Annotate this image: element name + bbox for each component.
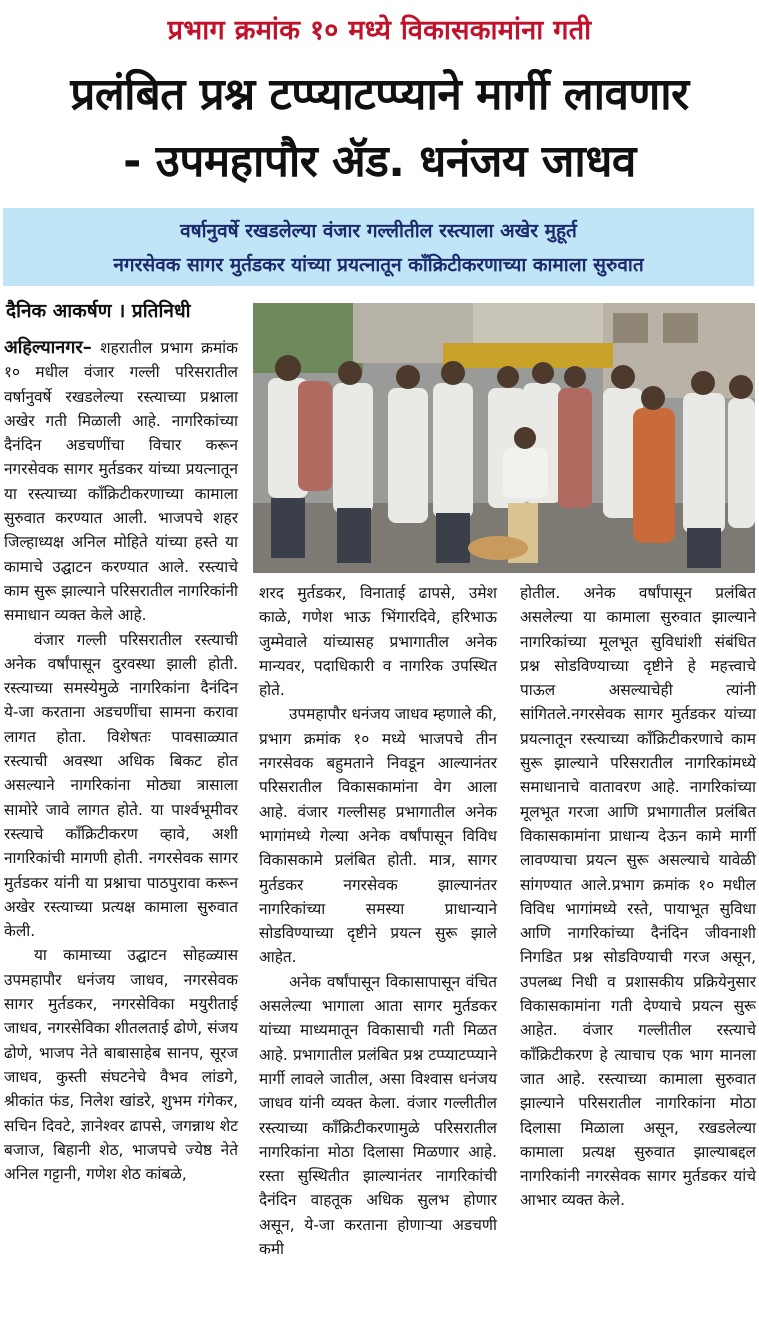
article-column-2: [259, 581, 497, 1261]
subheadline-line-1: वर्षानुवर्षे रखडलेल्या वंजार गल्लीतील रस्त्याला अखेर मुहूर्त: [180, 220, 577, 242]
paragraph-1: शहरातील प्रभाग क्रमांक १० मधील वंजार गल्ली परिसरातील वर्षानुवर्षे रखडलेल्या रस्त्याच्या प्रश्नाला अखेर गती मिळाली आहे. नागरिकांच्या दैनंदिन अडचणींचा विचार करून नगरसेवक सागर मुर्तडकर यांच्या प्रयत्नातून या रस्त्याच्या काँक्रिटीकरणाच्या कामाला सुरुवात करण्यात आली. भाजपचे शहर जिल्हाध्यक्ष अनिल मोहिते यांच्या हस्ते या कामाचे उद्घाटन करण्यात आले. रस्त्याचे काम सुरू झाल्याने परिसरातील नागरिकांनी समाधान व्यक्त केले आहे.: [4, 339, 238, 625]
kicker: प्रभाग क्रमांक १० मध्ये विकासकामांना गती: [167, 15, 592, 46]
paragraph-3: या कामाच्या उद्घाटन सोहळ्यास उपमहापौर धनंजय जाधव, नगरसेवक सागर मुर्तडकर, नगरसेविका मयुरीताई जाधव, नगरसेविका शीतलताई ढोणे, संजय ढोणे, भाजप नेते बाबासाहेब सानप, सूरज जाधव, कुस्ती संघटनेचे वैभव लांडगे, श्रीकांत फंड, निलेश खांडरे, शुभम गंगेकर, सचिन दिवटे, ज्ञानेश्वर ढापसे, जगन्नाथ शेट बजाज, बिहानी शेठ, भाजपचे ज्येष्ठ नेते अनिल गट्टानी, गणेश शेठ कांबळे,: [4, 946, 238, 1184]
subheadline-line-2: नगरसेवक सागर मुर्तडकर यांच्या प्रयत्नातून काँक्रिटीकरणाच्या कामाला सुरुवात: [113, 254, 644, 276]
paragraph-6: अनेक वर्षांपासून विकासापासून वंचित असलेल्या भागाला आता सागर मुर्तडकर यांच्या माध्यमातून विकासाची गती मिळत आहे. प्रभागातील प्रलंबित प्रश्न टप्प्याटप्प्याने मार्गी लावले जातील, असा विश्वास धनंजय जाधव यांनी व्यक्त केला. वंजार गल्लीतील रस्त्याच्या काँक्रिटीकरणामुळे परिसरातील नागरिकांना मोठा दिलासा मिळणार आहे. रस्ता सुस्थितीत झाल्यानंतर नागरिकांची दैनंदिन वाहतूक अधिक सुलभ होणार असून, ये-जा करताना होणाऱ्या अडचणी कमी: [259, 972, 497, 1259]
news-photo: [253, 303, 755, 573]
paragraph-2: वंजार गल्ली परिसरातील रस्त्याची अनेक वर्षांपासून दुरवस्था झाली होती. रस्त्याच्या समस्येमुळे नागरिकांना दैनंदिन ये-जा करताना अडचणींचा सामना करावा लागत होता. विशेषतः पावसाळ्यात रस्त्याची अवस्था अधिक बिकट होत असल्याने नागरिकांना मोठ्या त्रासाला सामोरे जावे लागत होते. या पार्श्वभूमीवर रस्त्याचे काँक्रिटीकरण व्हावे, अशी नागरिकांची मागणी होती. नगरसेवक सागर मुर्तडकर यांनी या प्रश्नाचा पाठपुरावा करून अखेर रस्त्याच्या प्रत्यक्ष कामाला सुरुवात केली.: [4, 630, 238, 941]
paragraph-4: शरद मुर्तडकर, विनाताई ढापसे, उमेश काळे, गणेश भाऊ भिंगारदिवे, हरिभाऊ जुम्मेवाले यांच्यासह प्रभागातील अनेक मान्यवर, पदाधिकारी व नागरिक उपस्थित होते.: [259, 584, 497, 700]
byline: दैनिक आकर्षण । प्रतिनिधी: [6, 300, 191, 322]
paragraph-7: होतील. अनेक वर्षांपासून प्रलंबित असलेल्या या कामाला सुरुवात झाल्याने नागरिकांच्या मूलभूत सुविधांशी संबंधित प्रश्न सोडविण्याच्या दृष्टीने हे महत्त्वाचे पाऊल असल्याचेही त्यांनी सांगितले.नगरसेवक सागर मुर्तडकर यांच्या प्रयत्नातून रस्त्याच्या काँक्रिटीकरणाचे काम सुरू झाल्याने परिसरातील नागरिकांमध्ये समाधानाचे वातावरण आहे. नागरिकांच्या मूलभूत गरजा आणि प्रभागातील प्रलंबित विकासकामांना प्राधान्य देऊन कामे मार्गी लावण्याचा प्रयत्न सुरू असल्याचे यावेळी सांगण्यात आले.प्रभाग क्रमांक १० मधील विविध भागांमध्ये रस्ते, पायाभूत सुविधा आणि नागरिकांच्या दैनंदिन जीवनाशी निगडित प्रश्न सोडविण्याची गरज असून, उपलब्ध निधी व प्रशासकीय प्रक्रियेनुसार विकासकामांना गती देण्याचे प्रयत्न सुरू आहेत. वंजार गल्लीतील रस्त्याचे काँक्रिटीकरण हे त्याचाच एक भाग मानला जात आहे. रस्त्याच्या कामाला सुरुवात झाल्याने परिसरातील नागरिकांना मोठा दिलासा मिळाला असून, रखडलेल्या कामाला प्रत्यक्ष सुरुवात झाल्याबद्दल नागरिकांनी नगरसेवक सागर मुर्तडकर यांचे आभार व्यक्त केले.: [520, 584, 756, 1210]
headline-line-2: - उपमहापौर ॲड. धनंजय जाधव: [123, 136, 636, 187]
article-column-1: [4, 336, 238, 1186]
article-column-3: [520, 581, 756, 1213]
paragraph-5: उपमहापौर धनंजय जाधव म्हणाले की, प्रभाग क्रमांक १० मध्ये भाजपचे तीन नगरसेवक बहुमताने निवडून आल्यानंतर परिसरातील विकासकामांना वेग आला आहे. वंजार गल्लीसह प्रभागातील अनेक भागांमध्ये गेल्या अनेक वर्षांपासून विविध विकासकामे प्रलंबित होती. मात्र, सागर मुर्तडकर नगरसेवक झाल्यानंतर नागरिकांच्या समस्या प्राधान्याने सोडविण्याच्या दृष्टीने प्रयत्न सुरू झाले आहेत.: [259, 705, 497, 967]
dateline: अहिल्यानगर–: [4, 337, 92, 358]
headline-line-1: प्रलंबित प्रश्न टप्प्याटप्प्याने मार्गी लावणार: [70, 69, 689, 120]
photo-illustration: [253, 303, 755, 573]
subheadline-box: [3, 208, 754, 286]
